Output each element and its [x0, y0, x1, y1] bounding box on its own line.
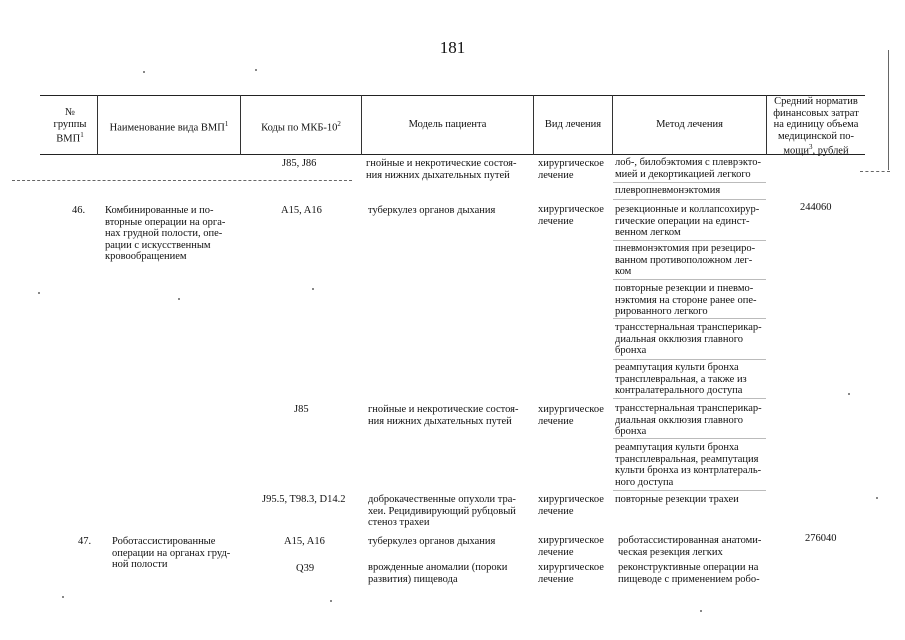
header-treatment-method: Метод лечения — [656, 119, 723, 130]
fold-dash-line — [12, 180, 352, 181]
treatment-method: реконструктивные операции на пищеводе с применением робо- — [618, 562, 760, 585]
scan-speck — [62, 596, 64, 598]
treatment-method: повторные резекции и пневмо- нэктомия на стороне ранее опе- рированного легкого — [615, 283, 757, 317]
header-vmp-name: Наименование вида ВМП$^1$ — [109, 120, 229, 134]
scan-speck — [38, 292, 40, 294]
icd-codes: Q39 — [296, 563, 315, 574]
header-treatment-type: Вид лечения — [544, 119, 602, 130]
icd-codes: A15, A16 — [281, 205, 322, 216]
header-icd-codes: Коды по МКБ-$10^2$ — [261, 120, 341, 134]
fold-dash-line — [860, 171, 890, 172]
method-separator — [613, 438, 766, 439]
group-number: 47. — [78, 536, 92, 547]
icd-codes: J85, J86 — [282, 158, 317, 169]
vmp-name: Комбинированные и по- вторные операции на орга- нах грудной полости, опе- рации с искусственным кровообращением — [105, 205, 226, 262]
icd-codes: A15, A16 — [284, 536, 325, 547]
treatment-method: роботассистированная анатоми- ческая резекция легких — [618, 535, 762, 558]
treatment-method: реампутация культи бронха трансплевральная, а также из контралатерального доступа — [615, 362, 747, 396]
group-number: 46. — [72, 205, 86, 216]
method-separator — [613, 279, 766, 280]
patient-model: доброкачественные опухоли тра- хеи. Рецидивирующий рубцовый стеноз трахеи — [368, 494, 516, 528]
treatment-method: пневмонэктомия при резециро- ванном противоположном лег- ком — [615, 243, 756, 277]
method-separator — [613, 490, 766, 491]
treatment-method: плевропневмонэктомия — [615, 185, 721, 196]
method-separator — [613, 318, 766, 319]
treatment-method: повторные резекции трахеи — [615, 494, 739, 505]
header-cost-standard: Средний норматив финансовых затрат на единицу объема медицинской по- мощи$^3$, рублей — [773, 96, 859, 157]
treatment-method: трансстернальная трансперикар- диальная окклюзия главного бронха — [615, 403, 762, 437]
table-header-bottom-border — [40, 154, 865, 155]
patient-model: врожденные аномалии (пороки развития) пищевода — [368, 562, 508, 585]
patient-model: туберкулез органов дыхания — [368, 205, 496, 216]
method-separator — [613, 240, 766, 241]
scan-speck — [312, 288, 314, 290]
table-top-border — [40, 95, 865, 96]
treatment-method: трансстернальная трансперикар- диальная окклюзия главного бронха — [615, 322, 762, 356]
treatment-method: лоб-, билобэктомия с плеврэкто- мией и декортикацией легкого — [615, 157, 762, 180]
header-group-number: № группы ВМП$^1$ — [53, 107, 87, 145]
icd-codes: J85 — [294, 404, 309, 415]
patient-model: гнойные и некротические состоя- ния нижних дыхательных путей — [368, 404, 519, 427]
icd-codes: J95.5, T98.3, D14.2 — [262, 494, 346, 505]
page-edge-mark — [888, 50, 889, 170]
scan-speck — [178, 298, 180, 300]
scan-speck — [143, 71, 145, 73]
treatment-type: хирургическое лечение — [538, 158, 604, 181]
page-number: 181 — [439, 38, 466, 57]
treatment-type: хирургическое лечение — [538, 535, 604, 558]
method-separator — [613, 199, 766, 200]
scan-speck — [848, 393, 850, 395]
scan-speck — [330, 600, 332, 602]
scan-speck — [876, 497, 878, 499]
treatment-type: хирургическое лечение — [538, 204, 604, 227]
cost-value: 244060 — [800, 202, 832, 213]
patient-model: гнойные и некротические состоя- ния нижних дыхательных путей — [366, 158, 517, 181]
header-patient-model: Модель пациента — [408, 119, 487, 130]
scan-speck — [700, 610, 702, 612]
vmp-name: Роботассистированные операции на органах груд- ной полости — [112, 536, 231, 570]
method-separator — [613, 359, 766, 360]
treatment-type: хирургическое лечение — [538, 494, 604, 517]
method-separator — [613, 398, 766, 399]
treatment-type: хирургическое лечение — [538, 562, 604, 585]
cost-value: 276040 — [805, 533, 837, 544]
scan-speck — [255, 69, 257, 71]
treatment-method: реампутация культи бронха трансплевральная, реампутация культи бронха из контрлатераль- ного доступа — [615, 442, 762, 488]
treatment-method: резекционные и коллапсохирур- гические операции на единст- венном легком — [615, 204, 760, 238]
method-separator — [613, 182, 766, 183]
treatment-type: хирургическое лечение — [538, 404, 604, 427]
patient-model: туберкулез органов дыхания — [368, 536, 496, 547]
